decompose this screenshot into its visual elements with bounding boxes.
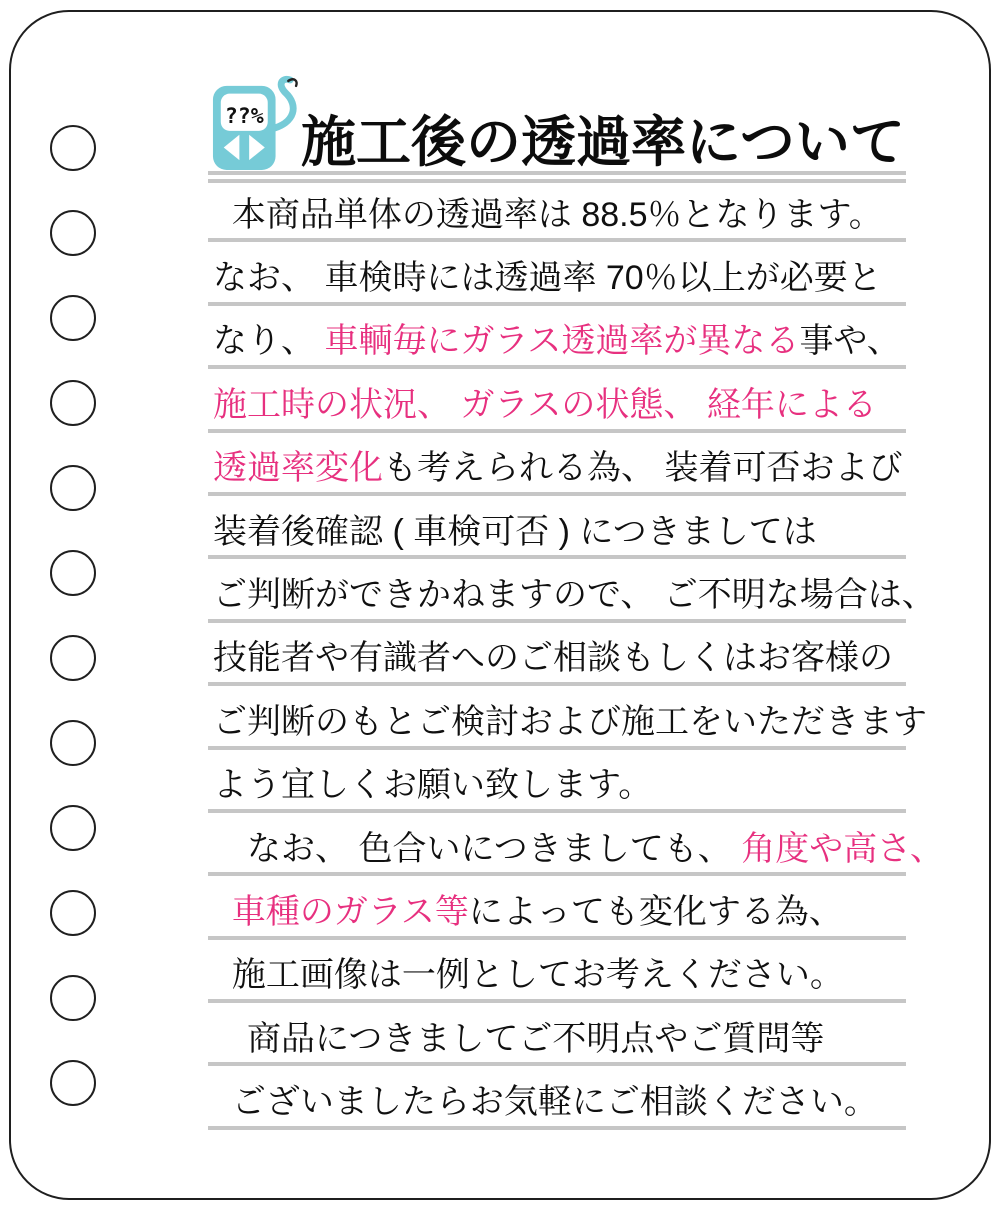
text-segment: 施工画像は一例としてお考えください。: [213, 956, 844, 995]
text-segment: ご判断ができかねますので、 ご不明な場合は、: [213, 576, 936, 615]
text-segment: 商品につきましてご不明点やご質問等: [213, 1019, 825, 1058]
sheet-frame: [9, 10, 991, 1200]
highlighted-text-segment: 車輌毎にガラス透過率が異なる: [324, 322, 800, 361]
header: [211, 74, 905, 172]
transmittance-meter-icon: [211, 74, 301, 172]
text-segment: ご判断のもとご検討および施工をいただきます: [213, 702, 927, 741]
punch-hole: [50, 1060, 96, 1106]
punch-hole: [50, 890, 96, 936]
text-segment: 装着後確認 ( 車検可否 ) につきましては: [213, 512, 817, 551]
punch-hole: [50, 975, 96, 1021]
punch-hole: [50, 720, 96, 766]
punch-hole: [50, 805, 96, 851]
text-segment: 本商品単体の透過率は 88.5％となります。: [213, 195, 883, 234]
meter-screen-text: ??%: [224, 104, 264, 129]
text-segment: 技能者や有識者へのご相談もしくはお客様の: [213, 639, 893, 678]
text-line: [208, 1066, 906, 1129]
text-segment: なり、: [213, 322, 325, 361]
text-line: [208, 306, 906, 369]
text-line: [208, 750, 906, 813]
text-line: [208, 686, 927, 749]
punch-hole: [50, 125, 96, 171]
text-segment: なお、 車検時には透過率 70％以上が必要と: [213, 259, 882, 298]
text-line: [208, 940, 906, 1003]
text-segment: も考えられる為、 装着可否および: [383, 449, 903, 488]
text-line: [208, 876, 906, 939]
text-line: [208, 433, 906, 496]
punch-hole: [50, 635, 96, 681]
punch-hole: [50, 295, 96, 341]
text-segment: ございましたらお気軽にご相談ください。: [213, 1083, 878, 1122]
text-line: [208, 623, 906, 686]
text-line: [208, 496, 906, 559]
text-segment: なお、 色合いにつきましても、: [213, 829, 742, 868]
text-line: [208, 1003, 906, 1066]
punch-hole: [50, 465, 96, 511]
punch-hole: [50, 210, 96, 256]
text-line: [208, 242, 906, 305]
page-title: 施工後の透過率について: [301, 111, 905, 173]
highlighted-text-segment: 車種のガラス等: [231, 893, 469, 931]
punch-hole: [50, 380, 96, 426]
punch-hole: [50, 550, 96, 596]
body-text: [208, 179, 944, 1130]
text-segment: 事や、: [799, 322, 901, 361]
highlighted-text-segment: 角度や高さ、: [741, 829, 944, 868]
highlighted-text-segment: 透過率変化: [213, 449, 383, 488]
text-line: [208, 369, 906, 432]
text-line: [208, 179, 906, 242]
text-line: [208, 813, 944, 876]
text-segment: [213, 895, 232, 931]
highlighted-text-segment: 施工時の状況、 ガラスの状態、 経年による: [213, 385, 877, 424]
text-line: [208, 559, 936, 622]
text-segment: によっても変化する為、: [468, 893, 843, 931]
text-segment: よう宜しくお願い致します。: [213, 766, 653, 805]
